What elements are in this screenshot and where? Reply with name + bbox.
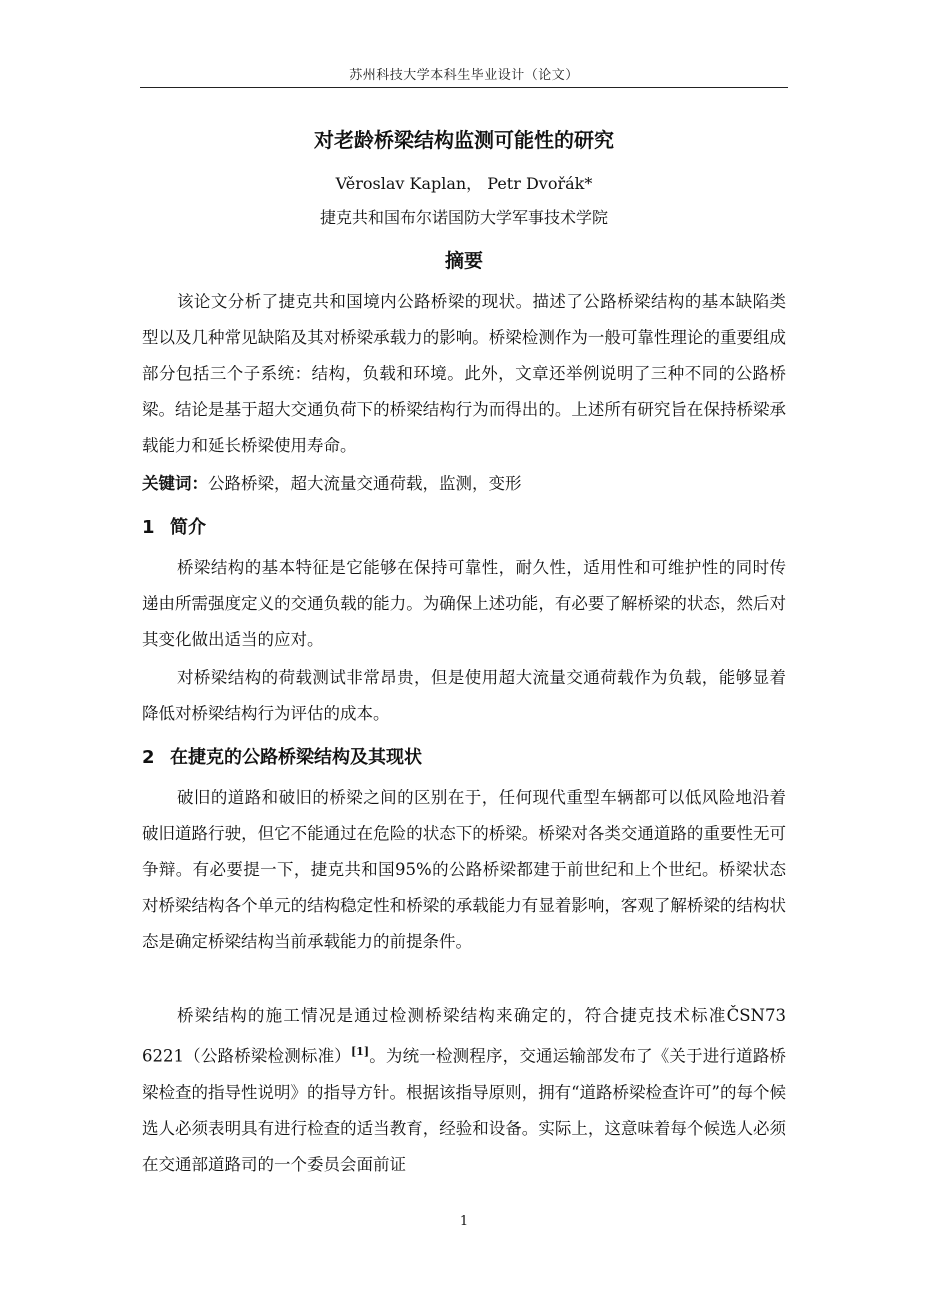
- citation-ref: [1]: [350, 1045, 370, 1058]
- page-header: 苏州科技大学本科生毕业设计（论文）: [349, 68, 579, 83]
- paper-title: 对老龄桥梁结构监测可能性的研究: [314, 128, 614, 152]
- section-1-heading: [142, 513, 206, 539]
- section-2-paragraph-2-part-b: 。为统一检测程序，交通运输部发布了《关于进行道路桥梁检查的指导性说明》的指导方针。根据该指导原则，拥有“道路桥梁检查许可”的每个候选人必须表明具有进行检查的适当教育，经验和设备。实际上，这意味着每个候选人必须在交通部道路司的一个委员会面前证: [142, 1046, 787, 1174]
- section-1-title: 简介: [170, 517, 206, 538]
- section-2-heading: [142, 743, 422, 769]
- section-1-paragraph-2: 对桥梁结构的荷载测试非常昂贵，但是使用超大流量交通荷载作为负载，能够显着降低对桥梁结构行为评估的成本。: [142, 668, 786, 723]
- section-1-paragraph-1: 桥梁结构的基本特征是它能够在保持可靠性，耐久性，适用性和可维护性的同时传递由所需强度定义的交通负载的能力。为确保上述功能，有必要了解桥梁的状态，然后对其变化做出适当的应对。: [142, 558, 786, 649]
- keywords-label: 关键词：: [142, 474, 208, 493]
- affiliation: 捷克共和国布尔诺国防大学军事技术学院: [319, 208, 608, 227]
- section-2-title: 在捷克的公路桥梁结构及其现状: [170, 747, 422, 768]
- section-1-number: 1: [142, 517, 155, 538]
- abstract-heading: 摘要: [444, 250, 483, 272]
- section-2-paragraph-2-part-a: 桥梁结构的施工情况是通过检测桥梁结构来确定的，符合捷克技术标准ČSN73 6221（公路桥梁检测标准）: [142, 1006, 786, 1066]
- section-2-paragraph-1: 破旧的道路和破旧的桥梁之间的区别在于，任何现代重型车辆都可以低风险地沿着破旧道路行驶，但它不能通过在危险的状态下的桥梁。桥梁对各类交通道路的重要性无可争辩。有必要提一下，捷克共和国95%的公路桥梁都建于前世纪和上个世纪。桥梁状态对桥梁结构各个单元的结构稳定性和桥梁的承载能力有显着影响，客观了解桥梁的结构状态是确定桥梁结构当前承载能力的前提条件。: [142, 788, 786, 951]
- page-number: 1: [459, 1214, 469, 1229]
- section-2-number: 2: [142, 747, 155, 768]
- keywords: [142, 466, 786, 502]
- abstract-text: 该论文分析了捷克共和国境内公路桥梁的现状。描述了公路桥梁结构的基本缺陷类型以及几种常见缺陷及其对桥梁承载力的影响。桥梁检测作为一般可靠性理论的重要组成部分包括三个子系统：结构，负载和环境。此外，文章还举例说明了三种不同的公路桥梁。结论是基于超大交通负荷下的桥梁结构行为而得出的。上述所有研究旨在保持桥梁承载能力和延长桥梁使用寿命。: [142, 292, 786, 455]
- authors: Věroslav Kaplan， Petr Dvořák*: [335, 174, 593, 193]
- keywords-text: 公路桥梁，超大流量交通荷载，监测，变形: [208, 474, 522, 493]
- header-rule: [140, 87, 788, 88]
- section-2-paragraph-2: [142, 998, 786, 1183]
